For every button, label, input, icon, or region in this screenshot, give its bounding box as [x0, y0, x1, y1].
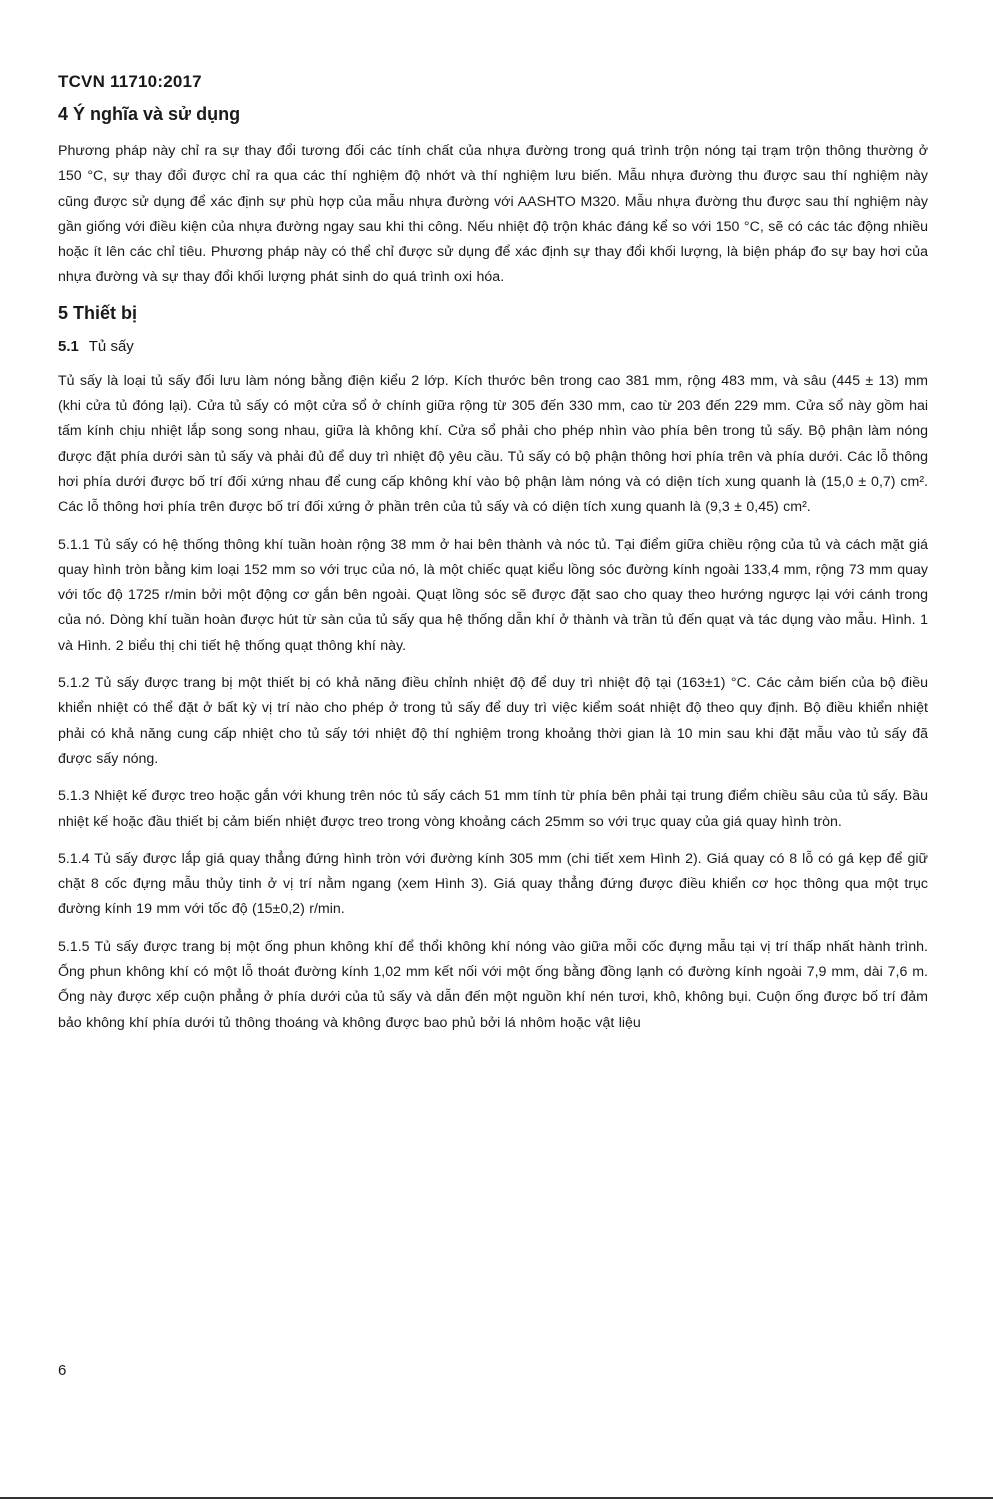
section-5-1-heading [58, 338, 928, 355]
clause-5-1-3: 5.1.3 Nhiệt kế được treo hoặc gắn với khung trên nóc tủ sấy cách 51 mm tính từ phía bên phải tại trung điểm chiều sâu của tủ sấy. Bầu nhiệt kế hoặc đầu thiết bị cảm biến nhiệt được treo trong vòng khoảng cách 25mm so với trục quay của giá quay hình tròn. [58, 788, 928, 830]
page-content [58, 72, 928, 1048]
section-5-1-number: 5.1 [58, 337, 79, 355]
clause-5-1-2: 5.1.2 Tủ sấy được trang bị một thiết bị có khả năng điều chỉnh nhiệt độ để duy trì nhiệt độ tại (163±1) °C. Các cảm biến của bộ điều khiển nhiệt có thể đặt ở bất kỳ vị trí nào cho phép ở trong tủ sấy để duy trì việc kiểm soát nhiệt độ theo quy định. Bộ điều khiển nhiệt phải có khả năng cung cấp nhiệt cho tủ sấy tới nhiệt độ thí nghiệm trong khoảng thời gian là 10 min sau khi đặt mẫu vào tủ sấy đã được sấy nóng. [58, 675, 928, 767]
section-4-paragraph: Phương pháp này chỉ ra sự thay đổi tương đối các tính chất của nhựa đường trong quá trình trộn nóng tại trạm trộn thông thường ở 150 °C, sự thay đổi được chỉ ra qua các thí nghiệm độ nhớt và thí nghiệm lưu biến. Mẫu nhựa đường thu được sau thí nghiệm này cũng được sử dụng để xác định sự phù hợp của mẫu nhựa đường với AASHTO M320. Mẫu nhựa đường thu được sau thí nghiệm này gần giống với điều kiện của nhựa đường ngay sau khi thi công. Nếu nhiệt độ trộn khác đáng kể so với 150 °C, sẽ có các tác động nhiều hoặc ít lên các chỉ tiêu. Phương pháp này có thể chỉ được sử dụng để xác định sự thay đổi khối lượng, là biện pháp đo sự bay hơi của nhựa đường và sự thay đổi khối lượng phát sinh do quá trình oxi hóa. [58, 143, 928, 286]
section-5-heading: 5 Thiết bị [58, 302, 138, 323]
section-5-1-title: Tủ sấy [88, 337, 134, 355]
page-number: 6 [58, 1362, 67, 1379]
clause-5-1-1: 5.1.1 Tủ sấy có hệ thống thông khí tuần hoàn rộng 38 mm ở hai bên thành và nóc tủ. Tại điểm giữa chiều rộng của tủ và cách mặt giá quay hình tròn bằng kim loại 152 mm so với trục của nó, là một chiếc quạt kiểu lồng sóc đường kính ngoài 133,4 mm, rộng 73 mm quay với tốc độ 1725 r/min bởi một động cơ gắn bên ngoài. Quạt lồng sóc sẽ được đặt sao cho quay theo hướng ngược lại với cánh trong của nó. Dòng khí tuần hoàn được hút từ sàn của tủ sấy qua hệ thống dẫn khí ở thành và trần tủ đến quạt và tác dụng vào mẫu. Hình. 1 và Hình. 2 biểu thị chi tiết hệ thống quạt thông khí này. [58, 536, 928, 654]
clause-5-1-4: 5.1.4 Tủ sấy được lắp giá quay thẳng đứng hình tròn với đường kính 305 mm (chi tiết xem Hình 2). Giá quay có 8 lỗ có gá kẹp để giữ chặt 8 cốc đựng mẫu thủy tinh ở vị trí nằm ngang (xem Hình 3). Giá quay thẳng đứng được điều khiển cơ học thông qua một trục đường kính 19 mm với tốc độ (15±0,2) r/min. [58, 850, 928, 918]
bottom-edge-divider [0, 1497, 993, 1499]
section-5-1-paragraph: Tủ sấy là loại tủ sấy đối lưu làm nóng bằng điện kiểu 2 lớp. Kích thước bên trong cao 381 mm, rộng 483 mm, và sâu (445 ± 13) mm (khi cửa tủ đóng lại). Cửa tủ sấy có một cửa sổ ở chính giữa rộng từ 305 đến 330 mm, cao từ 203 đến 229 mm. Cửa sổ này gồm hai tấm kính chịu nhiệt lắp song song nhau, giữa là không khí. Cửa sổ phải cho phép nhìn vào phía bên trong tủ sấy. Bộ phận làm nóng được đặt phía dưới sàn tủ sấy và phải đủ để duy trì nhiệt độ yêu cầu. Tủ sấy có bộ phận thông hơi phía trên và phía dưới. Các lỗ thông hơi phía dưới được bố trí đối xứng nhau để cung cấp không khí vào bộ phận làm nóng và có diện tích xung quanh là (15,0 ± 0,7) cm². Các lỗ thông hơi phía trên được bố trí đối xứng ở phần trên của tủ sấy và có diện tích xung quanh là (9,3 ± 0,45) cm². [58, 372, 928, 516]
standard-code: TCVN 11710:2017 [58, 72, 202, 91]
clause-5-1-5: 5.1.5 Tủ sấy được trang bị một ống phun không khí để thổi không khí nóng vào giữa mỗi cốc đựng mẫu tại vị trí thấp nhất hành trình. Ống phun không khí có một lỗ thoát đường kính 1,02 mm kết nối với một ống bằng đồng lạnh có đường kính ngoài 7,9 mm, dài 7,6 m. Ống này được xếp cuộn phẳng ở phía dưới của tủ sấy và dẫn đến một nguồn khí nén tươi, khô, không bụi. Cuộn ống được bố trí đảm bảo không khí phía dưới tủ thông thoáng và không được bao phủ bởi lá nhôm hoặc vật liệu [58, 938, 928, 1031]
section-4-heading: 4 Ý nghĩa và sử dụng [58, 104, 241, 124]
